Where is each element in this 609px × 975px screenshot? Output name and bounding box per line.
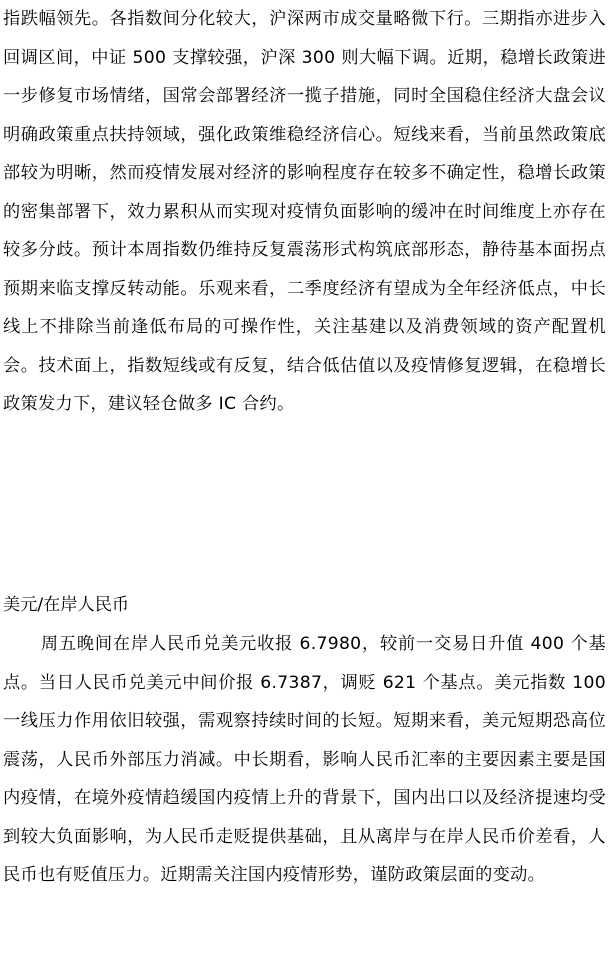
section-heading-usd-cny: 美元/在岸人民币 xyxy=(3,595,130,615)
stock-index-analysis-paragraph: 指跌幅领先。各指数间分化较大，沪深两市成交量略微下行。三期指亦进步入回调区间，中证 500 支撑较强，沪深 300 则大幅下调。近期，稳增长政策进一步修复市场情绪，国常会部署经济一揽子措施，同时全国稳住经济大盘会议明确政策重点扶持领域，强化政策维稳经济信心。短线来看，当前虽然政策底部较为明晰，然而疫情发展对经济的影响程度存在较多不确定性，稳增长政策的密集部署下，效力累积从而实现对疫情负面影响的缓冲在时间维度上亦存在较多分歧。预计本周指数仍维持反复震荡形式构筑底部形态，静待基本面拐点预期来临支撑反转动能。乐观来看，二季度经济有望成为全年经济低点，中长线上不排除当前逢低布局的可操作性，关注基建以及消费领域的资产配置机会。技术面上，指数短线或有反复，结合低估值以及疫情修复逻辑，在稳增长政策发力下，建议轻仓做多 IC 合约。 xyxy=(3,9,606,414)
usd-cny-analysis-paragraph: 周五晚间在岸人民币兑美元收报 6.7980，较前一交易日升值 400 个基点。当日人民币兑美元中间价报 6.7387，调贬 621 个基点。美元指数 100 一线压力作用依旧较强，需观察持续时间的长短。短期来看，美元短期恐高位震荡，人民币外部压力消减。中长期看，影响人民币汇率的主要因素主要是国内疫情，在境外疫情趋缓国内疫情上升的背景下，国内出口以及经济提速均受到较大负面影响，为人民币走贬提供基础，且从离岸与在岸人民币价差看，人民币也有贬值压力。近期需关注国内疫情形势，谨防政策层面的变动。 xyxy=(3,634,606,885)
